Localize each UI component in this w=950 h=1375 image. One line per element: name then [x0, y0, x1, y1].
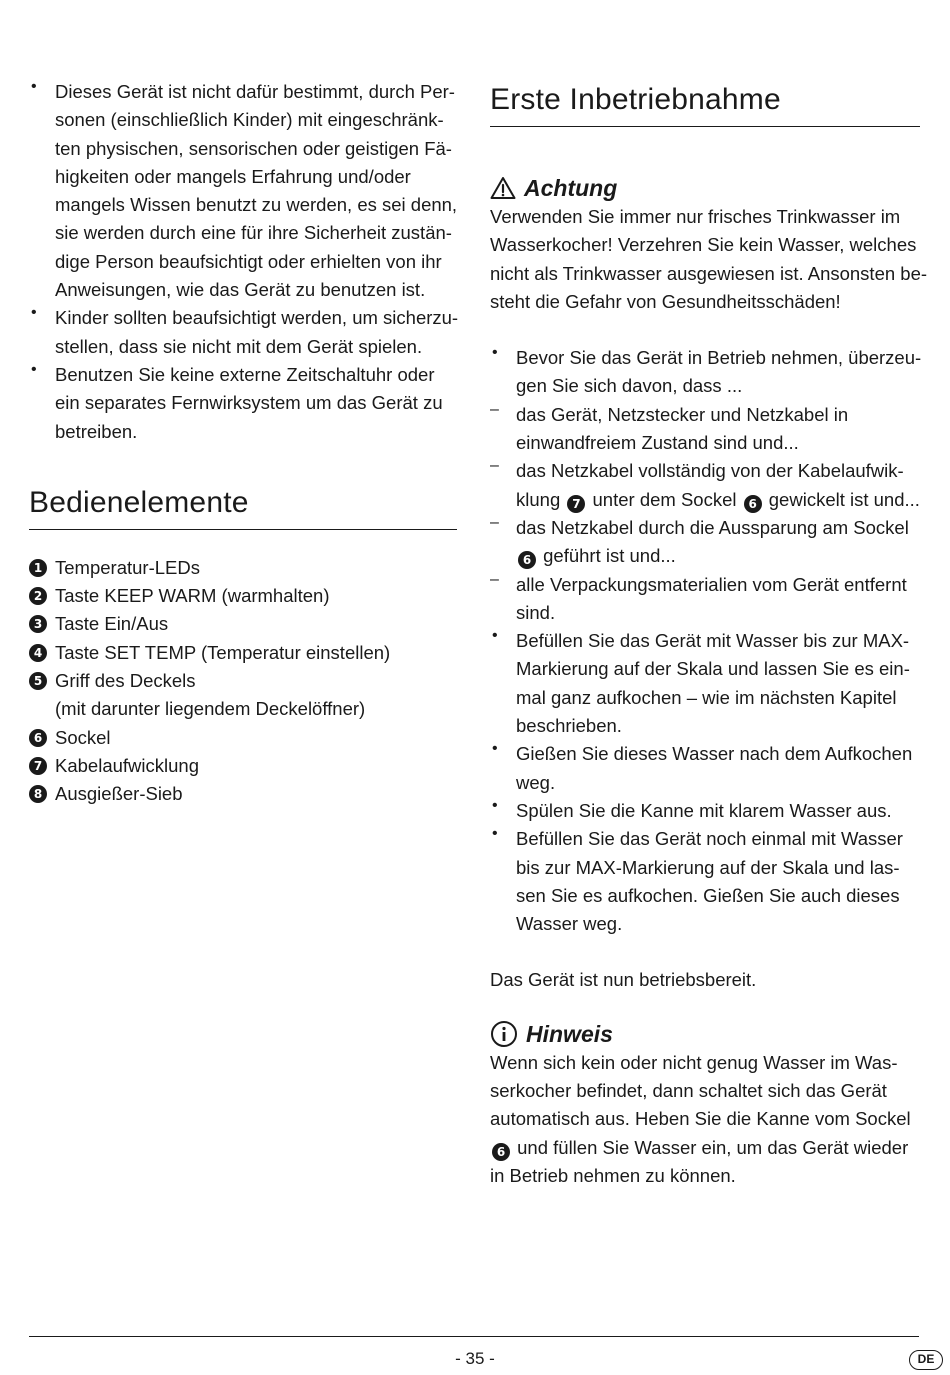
dash-icon: –	[490, 513, 499, 531]
text-line: Benutzen Sie keine externe Zeitschaltuhr oder	[55, 363, 435, 385]
text-line: sie werden durch eine für ihre Sicherheit zustän-	[55, 222, 452, 244]
bullet-icon: •	[31, 360, 37, 378]
part-label: Temperatur-LEDs	[55, 556, 200, 578]
part-item	[29, 752, 457, 780]
step-item	[490, 457, 920, 514]
part-number-6-icon: 6	[492, 1143, 510, 1161]
part-item	[29, 667, 457, 724]
step-item	[490, 344, 920, 401]
note-title: Hinweis	[526, 1020, 613, 1047]
dash-icon: –	[490, 400, 499, 418]
list-item	[29, 304, 457, 361]
step-item	[490, 514, 920, 571]
part-number-8-icon: 8	[29, 785, 47, 803]
ready-text: Das Gerät ist nun betriebsbereit.	[490, 969, 757, 991]
note-header	[490, 1019, 920, 1049]
part-item	[29, 724, 457, 752]
text-line: alle Verpackungsmaterialien vom Gerät entfernt	[516, 573, 907, 595]
part-label: Taste KEEP WARM (warmhalten)	[55, 585, 330, 607]
part-label: Ausgießer-Sieb	[55, 783, 183, 805]
bullet-icon: •	[492, 825, 498, 843]
text-line: Befüllen Sie das Gerät mit Wasser bis zur MAX-	[516, 630, 910, 652]
text-line: Gießen Sie dieses Wasser nach dem Aufkochen	[516, 743, 913, 765]
text-line: das Netzkabel durch die Aussparung am Sockel	[516, 516, 909, 538]
text-line: Kinder sollten beaufsichtigt werden, um sicherzu-	[55, 307, 459, 329]
text-line: gen Sie sich davon, dass ...	[516, 375, 743, 397]
warning-header	[490, 173, 920, 203]
page-number: - 35 -	[455, 1349, 495, 1368]
text-line: steht die Gefahr von Gesundheitsschäden!	[490, 290, 841, 312]
text-line: higkeiten oder mangels Erfahrung und/oder	[55, 165, 411, 187]
text-line: Wasser weg.	[516, 913, 623, 935]
text-line: mangels Wissen benutzt zu werden, es sei denn,	[55, 194, 458, 216]
part-item	[29, 780, 457, 808]
step-item	[490, 401, 920, 458]
footer-divider	[29, 1336, 919, 1337]
text-line: sonen (einschließlich Kinder) mit eingeschränk-	[55, 109, 444, 131]
bullet-icon: •	[492, 627, 498, 645]
part-number-7-icon: 7	[29, 757, 47, 775]
text-line: stellen, dass sie nicht mit dem Gerät spielen.	[55, 335, 423, 357]
text-line: beschrieben.	[516, 715, 622, 737]
text-line: bis zur MAX-Markierung auf der Skala und las-	[516, 856, 900, 878]
text-line: Wenn sich kein oder nicht genug Wasser im Was-	[490, 1051, 898, 1073]
text-line: ein separates Fernwirksystem um das Gerät zu	[55, 392, 443, 414]
parts-list	[29, 554, 457, 809]
step-item	[490, 797, 920, 825]
part-label: Sockel	[55, 726, 111, 748]
right-column	[490, 78, 928, 1190]
info-circle-icon	[490, 1020, 518, 1048]
part-number-3-icon: 3	[29, 615, 47, 633]
text-line: klung 7 unter dem Sockel 6 gewickelt ist und...	[516, 488, 920, 511]
part-label: Griff des Deckels	[55, 670, 196, 692]
text-line: automatisch aus. Heben Sie die Kanne vom Sockel	[490, 1108, 911, 1130]
dash-icon: –	[490, 570, 499, 588]
part-number-6-icon: 6	[518, 551, 536, 569]
text-line: in Betrieb nehmen zu können.	[490, 1164, 736, 1186]
erste-inbetriebnahme-heading: Erste Inbetriebnahme	[490, 78, 920, 127]
part-item	[29, 639, 457, 667]
text-line: weg.	[516, 771, 556, 793]
bullet-icon: •	[492, 740, 498, 758]
list-item	[29, 361, 457, 446]
text-line: Dieses Gerät ist nicht dafür bestimmt, durch Per-	[55, 81, 455, 102]
text-line: 6 geführt ist und...	[516, 542, 920, 570]
text-line: Markierung auf der Skala und lassen Sie es ein-	[516, 658, 910, 680]
part-number-7-icon: 7	[567, 495, 585, 513]
step-item	[490, 627, 920, 740]
step-item	[490, 740, 920, 797]
text-line: sind.	[516, 601, 556, 623]
warning-title: Achtung	[524, 175, 618, 201]
bullet-icon: •	[492, 796, 498, 814]
part-item	[29, 610, 457, 638]
part-number-4-icon: 4	[29, 644, 47, 662]
list-item	[29, 78, 457, 304]
dash-icon: –	[490, 457, 499, 475]
text-line: Wasserkocher! Verzehren Sie kein Wasser, welches	[490, 234, 917, 256]
text-line: Bevor Sie das Gerät in Betrieb nehmen, überzeu-	[516, 347, 922, 369]
text-line: ten physischen, sensorischen oder geistigen Fä-	[55, 137, 452, 159]
part-label: (mit darunter liegendem Deckelöffner)	[55, 698, 366, 720]
bullet-icon: •	[492, 344, 498, 362]
text-line: 6 und füllen Sie Wasser ein, um das Gerät wieder	[490, 1134, 920, 1162]
step-item	[490, 825, 920, 938]
part-label: Taste SET TEMP (Temperatur einstellen)	[55, 641, 391, 663]
setup-steps-list	[490, 344, 920, 938]
text-line: das Gerät, Netzstecker und Netzkabel in	[516, 403, 849, 425]
text-line: Anweisungen, wie das Gerät zu benutzen ist.	[55, 279, 426, 301]
step-item	[490, 571, 920, 628]
part-label: Taste Ein/Aus	[55, 613, 169, 635]
text-line: dige Person beaufsichtigt oder erhielten von ihr	[55, 250, 442, 272]
part-label: Kabelaufwicklung	[55, 754, 199, 776]
bedienelemente-heading: Bedienelemente	[29, 485, 457, 530]
part-item	[29, 582, 457, 610]
warning-triangle-icon	[490, 176, 516, 200]
text-line: Befüllen Sie das Gerät noch einmal mit Wasser	[516, 828, 903, 850]
text-line: das Netzkabel vollständig von der Kabelaufwik-	[516, 460, 904, 482]
part-number-2-icon: 2	[29, 587, 47, 605]
text-line: nicht als Trinkwasser ausgewiesen ist. Ansonsten be-	[490, 262, 928, 284]
left-column	[29, 78, 457, 809]
warning-text	[490, 203, 928, 316]
text-line: Verwenden Sie immer nur frisches Trinkwasser im	[490, 206, 901, 227]
bullet-icon: •	[31, 78, 37, 95]
text-line: Spülen Sie die Kanne mit klarem Wasser aus.	[516, 799, 892, 821]
text-line: einwandfreiem Zustand sind und...	[516, 432, 799, 454]
note-text	[490, 1049, 920, 1190]
language-badge: DE	[909, 1350, 943, 1370]
text-line: sen Sie es aufkochen. Gießen Sie auch dieses	[516, 884, 900, 906]
text-line: serkocher befindet, dann schaltet sich das Gerät	[490, 1080, 887, 1102]
text-line: betreiben.	[55, 420, 138, 442]
part-number-6-icon: 6	[744, 495, 762, 513]
part-item	[29, 554, 457, 582]
bullet-icon: •	[31, 304, 37, 322]
part-number-1-icon: 1	[29, 559, 47, 577]
text-line: mal ganz aufkochen – wie im nächsten Kapitel	[516, 686, 897, 708]
part-number-5-icon: 5	[29, 672, 47, 690]
safety-bullet-list	[29, 78, 457, 446]
part-number-6-icon: 6	[29, 729, 47, 747]
